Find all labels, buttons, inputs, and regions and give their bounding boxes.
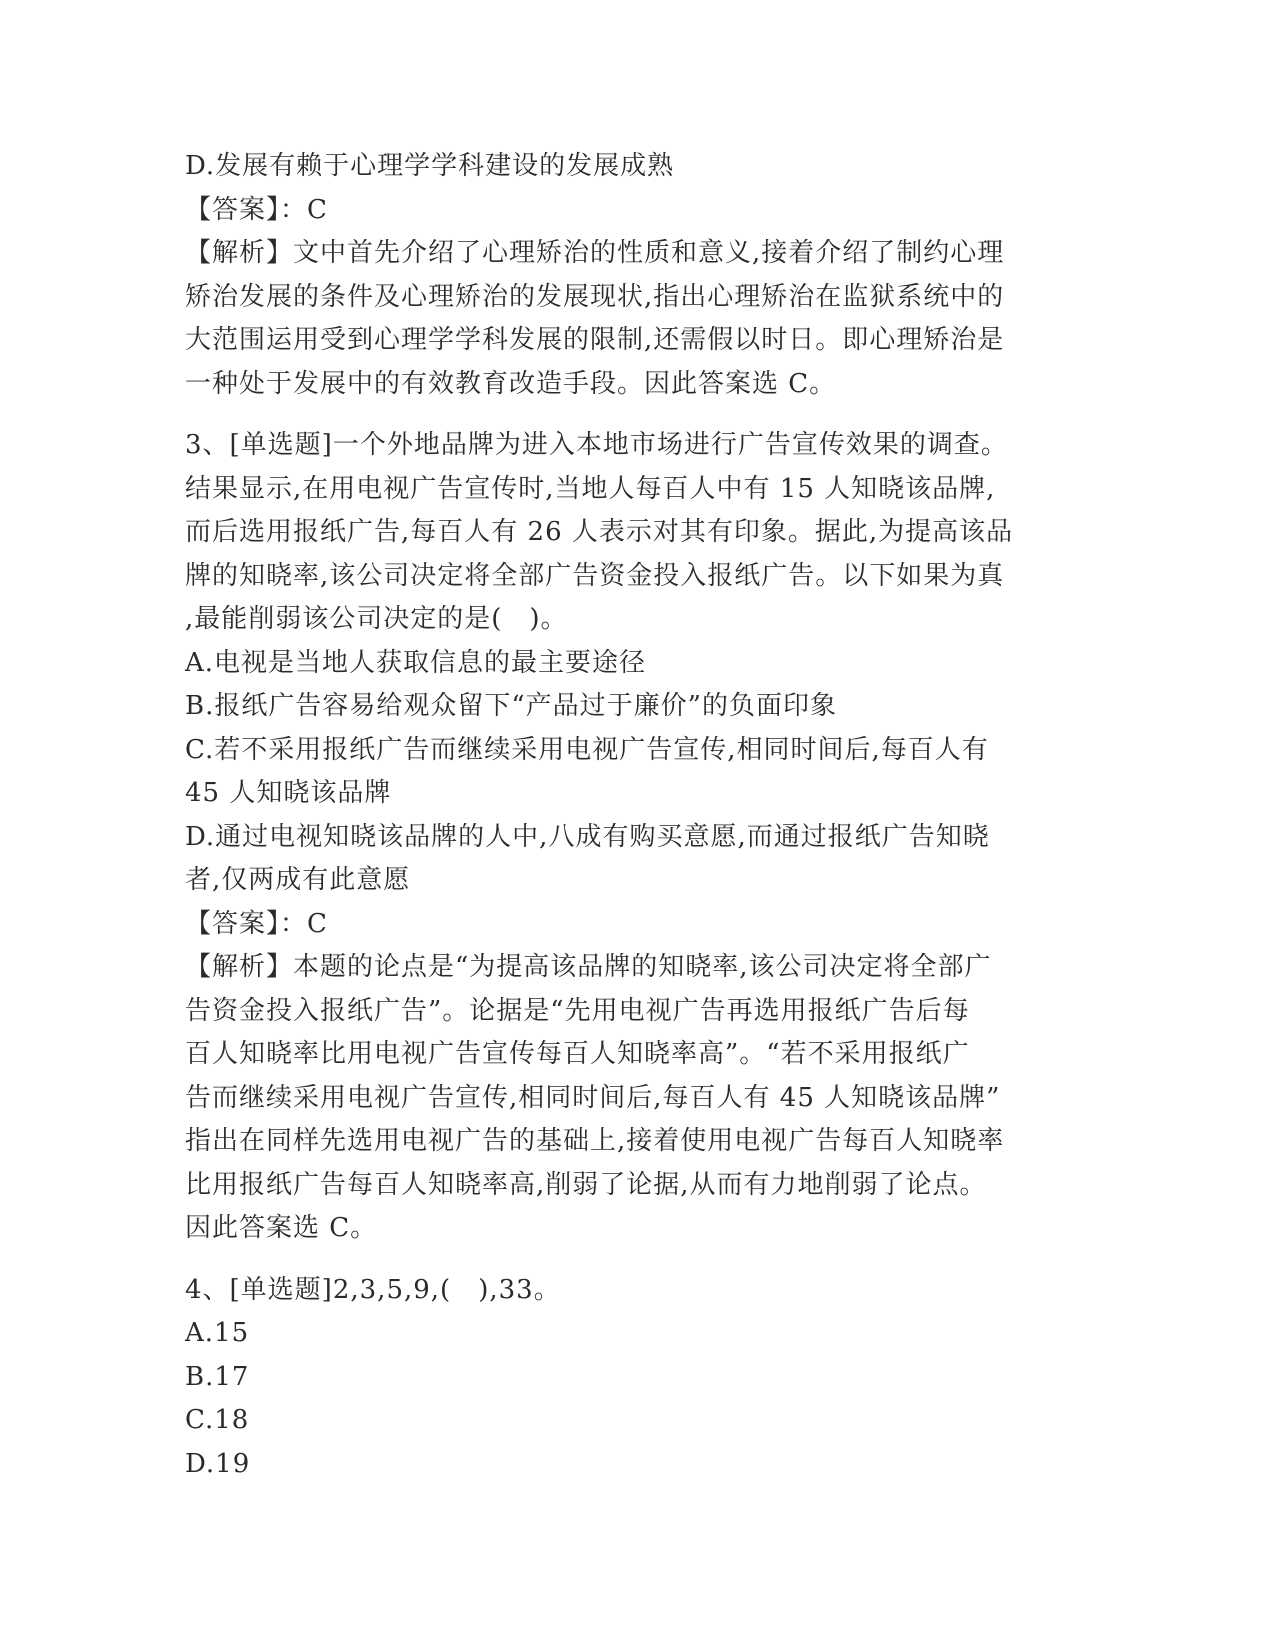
stem-line: 结果显示,在用电视广告宣传时,当地人每百人中有 15 人知晓该品牌, (185, 473, 996, 504)
analysis-line: 指出在同样先选用电视广告的基础上,接着使用电视广告每百人知晓率 (185, 1126, 1005, 1156)
option-line: C.若不采用报纸广告而继续采用电视广告宣传,相同时间后,每百人有 (185, 734, 989, 765)
option-c: C.18 (185, 1405, 250, 1435)
question-stem: 4、[单选题]2,3,5,9,( ),33。 (185, 1274, 561, 1305)
question-3 (185, 424, 1085, 1251)
option-c (185, 729, 1085, 816)
option-d: D.发展有赖于心理学学科建设的发展成熟 (185, 151, 675, 181)
question-2-tail (185, 145, 1085, 406)
analysis-line: 【解析】文中首先介绍了心理矫治的性质和意义,接着介绍了制约心理 (185, 238, 1005, 268)
question-4 (185, 1269, 1085, 1487)
question-stem (185, 424, 1085, 642)
option-b: B.报纸广告容易给观众留下“产品过于廉价”的负面印象 (185, 691, 837, 721)
analysis-line: 【解析】本题的论点是“为提高该品牌的知晓率,该公司决定将全部广 (185, 952, 992, 982)
analysis-line: 告资金投入报纸广告”。论据是“先用电视广告再选用报纸广告后每 (185, 995, 970, 1026)
answer-line: 【答案】：C (185, 194, 328, 225)
option-b: B.17 (185, 1361, 250, 1392)
stem-line: 3、[单选题]一个外地品牌为进入本地市场进行广告宣传效果的调查。 (185, 430, 1008, 460)
analysis-line: 矫治发展的条件及心理矫治的发展现状,指出心理矫治在监狱系统中的 (185, 281, 1005, 312)
analysis-line: 比用报纸广告每百人知晓率高,削弱了论据,从而有力地削弱了论点。 (185, 1169, 987, 1200)
stem-line: 牌的知晓率,该公司决定将全部广告资金投入报纸广告。以下如果为真 (185, 560, 1005, 591)
option-line: 45 人知晓该品牌 (185, 778, 392, 808)
stem-line: 而后选用报纸广告,每百人有 26 人表示对其有印象。据此,为提高该品 (185, 517, 1014, 547)
analysis-line: 一种处于发展中的有效教育改造手段。因此答案选 C。 (185, 368, 837, 399)
analysis-line: 大范围运用受到心理学学科发展的限制,还需假以时日。即心理矫治是 (185, 325, 1005, 355)
analysis-paragraph (185, 946, 1085, 1251)
option-d: D.19 (185, 1448, 251, 1479)
spacer (185, 1251, 1085, 1269)
stem-line: ,最能削弱该公司决定的是( )。 (185, 604, 568, 634)
option-line: D.通过电视知晓该品牌的人中,八成有购买意愿,而通过报纸广告知晓 (185, 821, 990, 852)
spacer (185, 406, 1085, 424)
analysis-paragraph (185, 232, 1085, 406)
option-a: A.电视是当地人获取信息的最主要途径 (185, 647, 647, 678)
option-d (185, 816, 1085, 903)
analysis-line: 告而继续采用电视广告宣传,相同时间后,每百人有 45 人知晓该品牌” (185, 1082, 1001, 1113)
option-line: 者,仅两成有此意愿 (185, 865, 411, 895)
answer-line: 【答案】：C (185, 908, 328, 939)
analysis-line: 百人知晓率比用电视广告宣传每百人知晓率高”。“若不采用报纸广 (185, 1039, 970, 1069)
document-page (185, 145, 1085, 1486)
analysis-line: 因此答案选 C。 (185, 1213, 378, 1243)
option-a: A.15 (185, 1318, 250, 1348)
